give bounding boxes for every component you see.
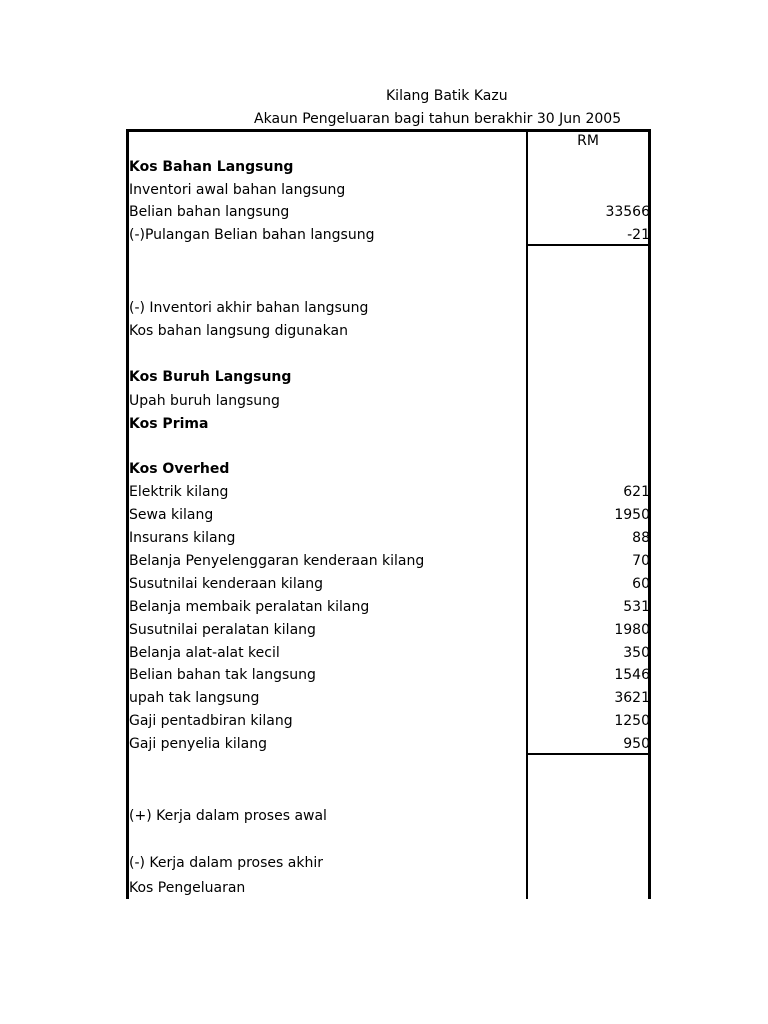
subtotal-line-materials bbox=[526, 244, 651, 246]
row-amount: 1546 bbox=[614, 667, 650, 683]
row-label: Kos bahan langsung digunakan bbox=[129, 323, 348, 339]
row-label: (-) Inventori akhir bahan langsung bbox=[129, 300, 369, 316]
row-label: Kos Prima bbox=[129, 416, 209, 432]
row-amount: 950 bbox=[623, 736, 650, 752]
row-label: Susutnilai kenderaan kilang bbox=[129, 576, 324, 592]
row-amount: 70 bbox=[632, 553, 650, 569]
row-amount: 60 bbox=[632, 576, 650, 592]
row-amount: 1950 bbox=[614, 507, 650, 523]
row-label: (-) Kerja dalam proses akhir bbox=[129, 855, 323, 871]
row-label: Upah buruh langsung bbox=[129, 393, 280, 409]
row-label: Kos Pengeluaran bbox=[129, 880, 246, 896]
row-label: Kos Overhed bbox=[129, 461, 230, 477]
row-amount: 88 bbox=[632, 530, 650, 546]
row-amount: 1980 bbox=[614, 622, 650, 638]
row-label: Insurans kilang bbox=[129, 530, 236, 546]
row-label: Belian bahan tak langsung bbox=[129, 667, 316, 683]
row-label: Belanja Penyelenggaran kenderaan kilang bbox=[129, 553, 425, 569]
row-amount: 33566 bbox=[605, 204, 650, 220]
row-amount: 1250 bbox=[614, 713, 650, 729]
row-label: Belian bahan langsung bbox=[129, 204, 290, 220]
row-amount: 531 bbox=[623, 599, 650, 615]
row-label: Elektrik kilang bbox=[129, 484, 229, 500]
row-label: Gaji penyelia kilang bbox=[129, 736, 267, 752]
row-label: Gaji pentadbiran kilang bbox=[129, 713, 293, 729]
company-title: Kilang Batik Kazu bbox=[386, 88, 508, 104]
row-amount: 621 bbox=[623, 484, 650, 500]
row-label: Inventori awal bahan langsung bbox=[129, 182, 346, 198]
row-label: upah tak langsung bbox=[129, 690, 260, 706]
row-label: Belanja alat-alat kecil bbox=[129, 645, 280, 661]
currency-header: RM bbox=[577, 133, 599, 149]
row-label: Belanja membaik peralatan kilang bbox=[129, 599, 370, 615]
row-amount: -21 bbox=[627, 227, 650, 243]
account-title: Akaun Pengeluaran bagi tahun berakhir 30 Jun 2005 bbox=[254, 111, 622, 127]
subtotal-line-overhead bbox=[526, 753, 651, 755]
row-label: Sewa kilang bbox=[129, 507, 214, 523]
row-label: Susutnilai peralatan kilang bbox=[129, 622, 316, 638]
row-label: (+) Kerja dalam proses awal bbox=[129, 808, 327, 824]
row-label: (-)Pulangan Belian bahan langsung bbox=[129, 227, 375, 243]
row-amount: 350 bbox=[623, 645, 650, 661]
row-amount: 3621 bbox=[614, 690, 650, 706]
row-label: Kos Buruh Langsung bbox=[129, 369, 292, 385]
row-label: Kos Bahan Langsung bbox=[129, 159, 294, 175]
